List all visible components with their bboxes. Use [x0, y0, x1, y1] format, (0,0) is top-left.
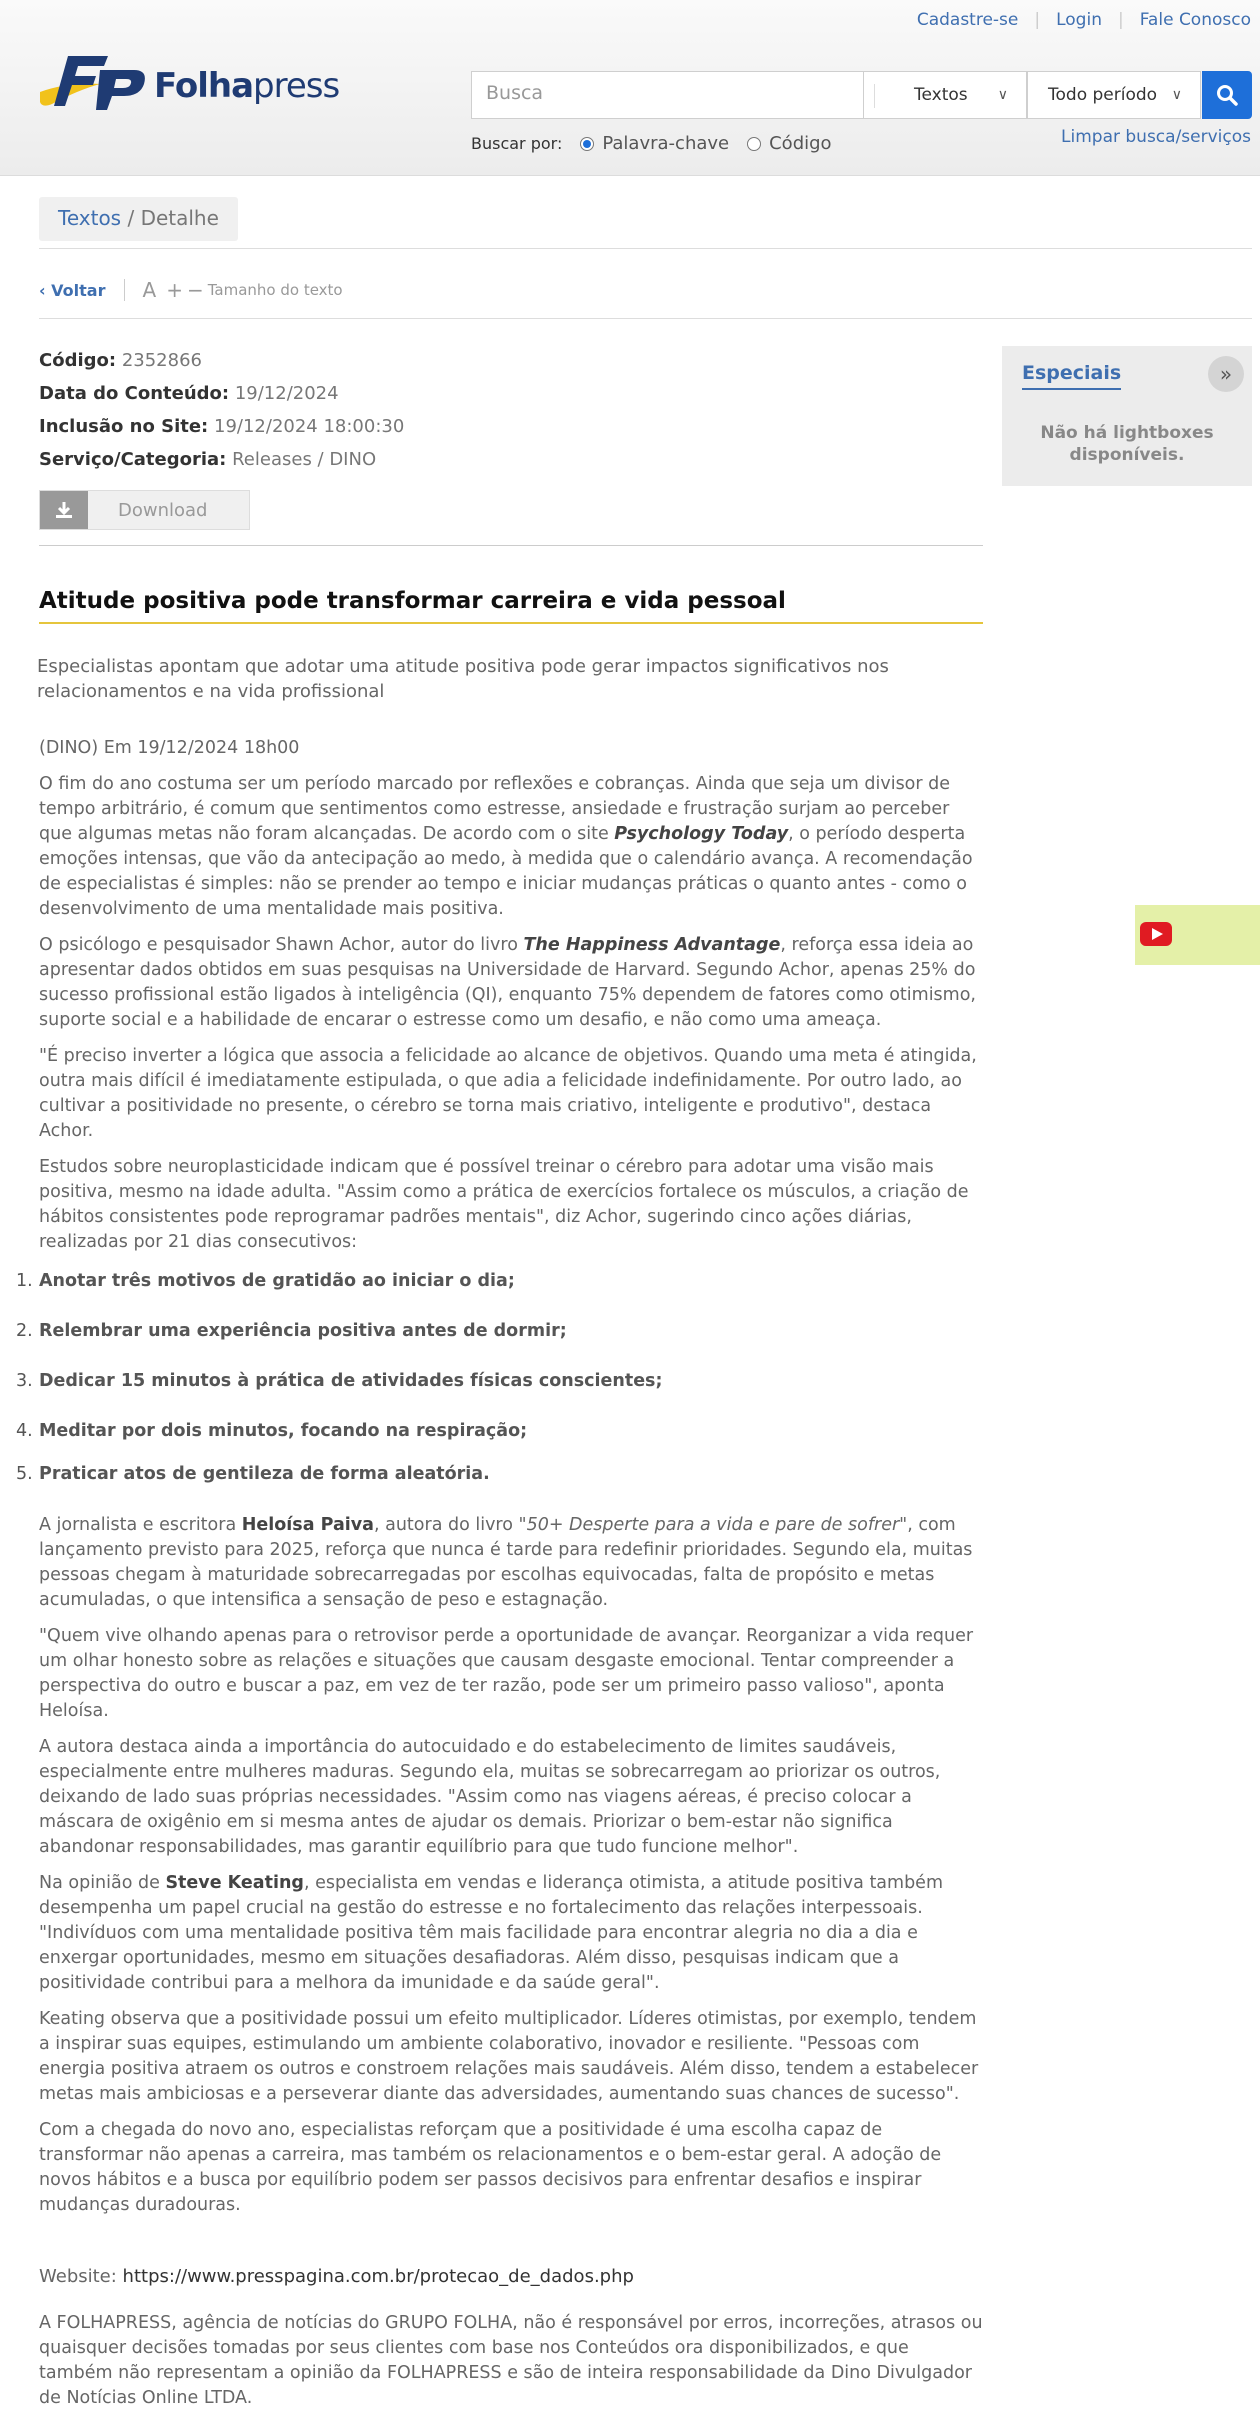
- book-title: "50+ Desperte para a vida e pare de sofrer": [518, 1515, 908, 1535]
- font-size-label: Tamanho do texto: [207, 281, 343, 299]
- logo-light: press: [253, 66, 340, 106]
- search-mode-label: Buscar por:: [471, 134, 563, 153]
- breadcrumb-current: Detalhe: [140, 206, 219, 230]
- folhapress-logo[interactable]: [38, 48, 340, 118]
- source-name: Psychology Today: [614, 824, 789, 844]
- breadcrumb: [39, 197, 238, 241]
- list-number: 3.: [16, 1371, 33, 1391]
- paragraph: A autora destaca ainda a importância do autocuidado e do estabelecimento de limites saudáveis, especialmente entre mulheres maduras. Segundo ela, muitas se sobrecarregam ao priorizar os outros, deixando de lado suas próprias necessidades. "Assim como nas viagens aéreas, é preciso colocar a máscara de oxigênio em si mesma antes de ajudar os demais. Priorizar o bem-estar não significa abandonar responsabilidades, mas garantir equilíbrio para que tudo funcione melhor".: [39, 1737, 941, 1857]
- article-toolbar: [39, 278, 343, 302]
- logo-text: [154, 66, 339, 106]
- chevron-down-icon: ∨: [1171, 87, 1182, 103]
- divider: [39, 248, 1252, 249]
- login-link[interactable]: Login: [1056, 10, 1102, 30]
- website-label: Website:: [39, 2266, 123, 2287]
- list-item-text: Dedicar 15 minutos à prática de atividades físicas conscientes;: [39, 1371, 663, 1391]
- logo-mark-icon: [38, 48, 148, 118]
- site-header: [0, 0, 1260, 176]
- breadcrumb-texts-link[interactable]: Textos: [58, 206, 122, 230]
- disclaimer: A FOLHAPRESS, agência de notícias do GRUPO FOLHA, não é responsável por erros, incorreções, atrasos ou quaisquer decisões tomadas por seus clientes com base nos Conteúdos ora disponibilizados, e que também não representam a opinião da FOLHAPRESS e são de inteira responsabilidade da Dino Divulgador de Notícias Online LTDA.: [39, 2313, 983, 2408]
- paragraph: "Quem vive olhando apenas para o retrovisor perde a oportunidade de avançar. Reorganizar a vida requer um olhar honesto sobre as relações e situações que causam desgaste emocional. Tentar compreender a perspectiva do outro e buscar a paz, em vez de ter razão, pode ser um primeiro passo valioso", aponta Heloísa.: [39, 1626, 974, 1721]
- meta-code-value: 2352866: [121, 350, 202, 371]
- list-item: [16, 1319, 983, 1344]
- font-size-decrease-button[interactable]: −: [186, 278, 204, 302]
- text: , autora do livro: [373, 1515, 519, 1535]
- download-icon: [40, 491, 88, 529]
- meta-service-label: Serviço/Categoria:: [39, 449, 227, 470]
- code-radio[interactable]: [747, 137, 761, 151]
- code-radio-label[interactable]: Código: [769, 133, 832, 154]
- content-type-select[interactable]: [863, 71, 1027, 119]
- youtube-float-button[interactable]: [1135, 905, 1260, 965]
- list-item: [16, 1462, 983, 1487]
- paragraph: [39, 1513, 983, 1613]
- text: O fim do ano costuma ser um período marcado por reflexões e cobranças. Ainda que seja um divisor de tempo arbitrário, é comum que sentimentos como estresse, ansiedade e frustração surjam ao perceber que algumas metas não foram alcançadas. De acordo com o site: [39, 774, 951, 844]
- text: , especialista em vendas e liderança otimista, a atitude positiva também desempenha um papel crucial na gestão do estresse e no fortalecimento das relações interpessoais. "Indivíduos com uma mentalidade positiva têm mais facilidade para encontrar alegria no dia a dia e enxergar oportunidades, mesmo em situações desafiadoras. Além disso, pesquisas indicam que a positividade contribui para a melhora da imunidade e da saúde geral".: [39, 1873, 943, 1993]
- specials-title: Especiais: [1022, 362, 1121, 390]
- divider: [39, 318, 1252, 319]
- text: , o período desperta emoções intensas, que vão da antecipação ao medo, à medida que o calendário avança. A recomendação de especialistas é simples: não se prender ao tempo e iniciar mudanças práticas o quanto antes - como o desenvolvimento de uma mentalidade mais positiva.: [39, 824, 973, 919]
- search-input[interactable]: Busca: [471, 71, 863, 119]
- signup-link[interactable]: Cadastre-se: [916, 10, 1019, 30]
- back-button[interactable]: [39, 281, 106, 300]
- specials-panel: [1002, 346, 1252, 486]
- back-label: Voltar: [51, 280, 106, 300]
- keyword-radio[interactable]: [580, 137, 594, 151]
- content-type-value: Textos: [914, 85, 968, 105]
- list-item: [16, 1419, 983, 1444]
- period-select[interactable]: [1027, 71, 1201, 119]
- paragraph: [39, 933, 983, 1033]
- font-size-increase-button[interactable]: +: [166, 278, 183, 302]
- person-name: Steve Keating: [165, 1873, 304, 1893]
- meta-service-value: Releases / DINO: [232, 449, 377, 470]
- paragraph: Com a chegada do novo ano, especialistas reforçam que a positividade é uma escolha capaz de transformar não apenas a carreira, mas também os relacionamentos e o bem-estar geral. A adoção de novos hábitos e a busca por equilíbrio podem ser passos decisivos para enfrentar desafios e inspirar mudanças duradouras.: [39, 2120, 942, 2215]
- paragraph: [39, 772, 983, 922]
- meta-inclusion-label: Inclusão no Site:: [39, 416, 209, 437]
- keyword-radio-label[interactable]: Palavra-chave: [602, 133, 730, 154]
- text: A jornalista e escritora: [39, 1515, 242, 1535]
- list-number: 2.: [16, 1321, 33, 1341]
- website-link[interactable]: https://www.presspagina.com.br/protecao_de_dados.php: [122, 2266, 634, 2287]
- chevron-down-icon: ∨: [997, 87, 1008, 103]
- meta-date-label: Data do Conteúdo:: [39, 383, 230, 404]
- text: O psicólogo e pesquisador Shawn Achor, autor do livro: [39, 935, 524, 955]
- search-mode: [471, 133, 832, 154]
- text: Na opinião de: [39, 1873, 166, 1893]
- download-label: Download: [118, 499, 208, 521]
- meta-date-value: 19/12/2024: [234, 383, 339, 404]
- meta-code: [39, 344, 404, 377]
- person-name: Heloísa Paiva: [241, 1515, 374, 1535]
- meta-code-label: Código:: [39, 350, 117, 371]
- separator: [124, 279, 125, 301]
- download-button[interactable]: [39, 490, 250, 530]
- text: , reforça essa ideia ao apresentar dados obtidos em suas pesquisas na Universidade de Harvard. Segundo Achor, apenas 25% do sucesso profissional estão ligados à inteligência (QI), enquanto 75% dependem de fatores como otimismo, suporte social e a habilidade de encarar o estresse como um desafio, e não como uma ameaça.: [39, 935, 976, 1030]
- font-size-reset-button[interactable]: A: [142, 278, 157, 302]
- meta-service: [39, 443, 404, 476]
- youtube-icon: [1140, 922, 1172, 946]
- clear-search-link[interactable]: Limpar busca/serviços: [1061, 127, 1251, 147]
- search-button[interactable]: [1202, 71, 1252, 119]
- period-value: Todo período: [1048, 85, 1158, 105]
- contact-link[interactable]: Fale Conosco: [1139, 10, 1251, 30]
- paragraph: "É preciso inverter a lógica que associa a felicidade ao alcance de objetivos. Quando uma meta é atingida, outra mais difícil é imediatamente estipulada, o que adia a felicidade indefinidamente. Por outro lado, ao cultivar a positividade no presente, o cérebro se torna mais criativo, inteligente e produtivo", destaca Achor.: [39, 1046, 977, 1141]
- list-number: 5.: [16, 1464, 33, 1484]
- actions-list: [16, 1269, 983, 1487]
- list-item-text: Anotar três motivos de gratidão ao iniciar o dia;: [39, 1271, 515, 1291]
- separator: |: [1117, 10, 1124, 30]
- article-subtitle: Especialistas apontam que adotar uma atitude positiva pode gerar impactos significativos nos relacionamentos e na vida profissional: [37, 656, 889, 702]
- paragraph: Estudos sobre neuroplasticidade indicam que é possível treinar o cérebro para adotar uma visão mais positiva, mesmo na idade adulta. "Assim como a prática de exercícios fortalece os músculos, a criação de hábitos consistentes pode reprogramar padrões mentais", diz Achor, sugerindo cinco ações diárias, realizadas por 21 dias consecutivos:: [39, 1157, 969, 1252]
- article-dateline: (DINO) Em 19/12/2024 18h00: [39, 738, 300, 758]
- meta-inclusion: [39, 410, 404, 443]
- logo-bold: Folha: [154, 66, 254, 106]
- list-item-text: Relembrar uma experiência positiva antes de dormir;: [39, 1321, 567, 1341]
- book-title: The Happiness Advantage: [523, 935, 781, 955]
- meta-inclusion-value: 19/12/2024 18:00:30: [214, 416, 405, 437]
- article-body: [16, 736, 983, 2218]
- search-icon: [1216, 84, 1238, 106]
- list-number: 1.: [16, 1271, 33, 1291]
- chevron-left-icon: ‹: [39, 280, 52, 300]
- article-meta: [39, 344, 404, 476]
- breadcrumb-separator: /: [121, 206, 141, 230]
- paragraph: [39, 1871, 983, 1996]
- no-lightboxes-message: Não há lightboxes disponíveis.: [1040, 423, 1214, 465]
- list-item: [16, 1269, 983, 1294]
- double-chevron-right-icon[interactable]: »: [1208, 356, 1244, 392]
- text: , com lançamento previsto para 2025, reforça que nunca é tarde para redefinir prioridades. Segundo ela, muitas pessoas chegam à maturidade sobrecarregadas por escolhas equivocadas, falta de propósito e metas acumuladas, o que intensifica a sensação de peso e estagnação.: [39, 1515, 973, 1610]
- divider: [39, 545, 983, 546]
- list-item-text: Meditar por dois minutos, focando na respiração;: [39, 1421, 528, 1441]
- website-line: [39, 2266, 983, 2287]
- paragraph: Keating observa que a positividade possui um efeito multiplicador. Líderes otimistas, por exemplo, tendem a inspirar suas equipes, estimulando um ambiente colaborativo, inovador e resiliente. "Pessoas com energia positiva atraem os outros e constroem relações mais saudáveis. Além disso, tendem a estabelecer metas mais ambiciosas e a perseverar diante das adversidades, aumentando suas chances de sucesso".: [39, 2009, 979, 2104]
- list-number: 4.: [16, 1421, 33, 1441]
- meta-date: [39, 377, 404, 410]
- separator: |: [1034, 10, 1041, 30]
- list-item: [16, 1369, 983, 1394]
- article-title: Atitude positiva pode transformar carreira e vida pessoal: [39, 588, 983, 624]
- article: [16, 545, 983, 2411]
- top-links: [917, 10, 1251, 30]
- list-item-text: Praticar atos de gentileza de forma aleatória.: [39, 1464, 490, 1484]
